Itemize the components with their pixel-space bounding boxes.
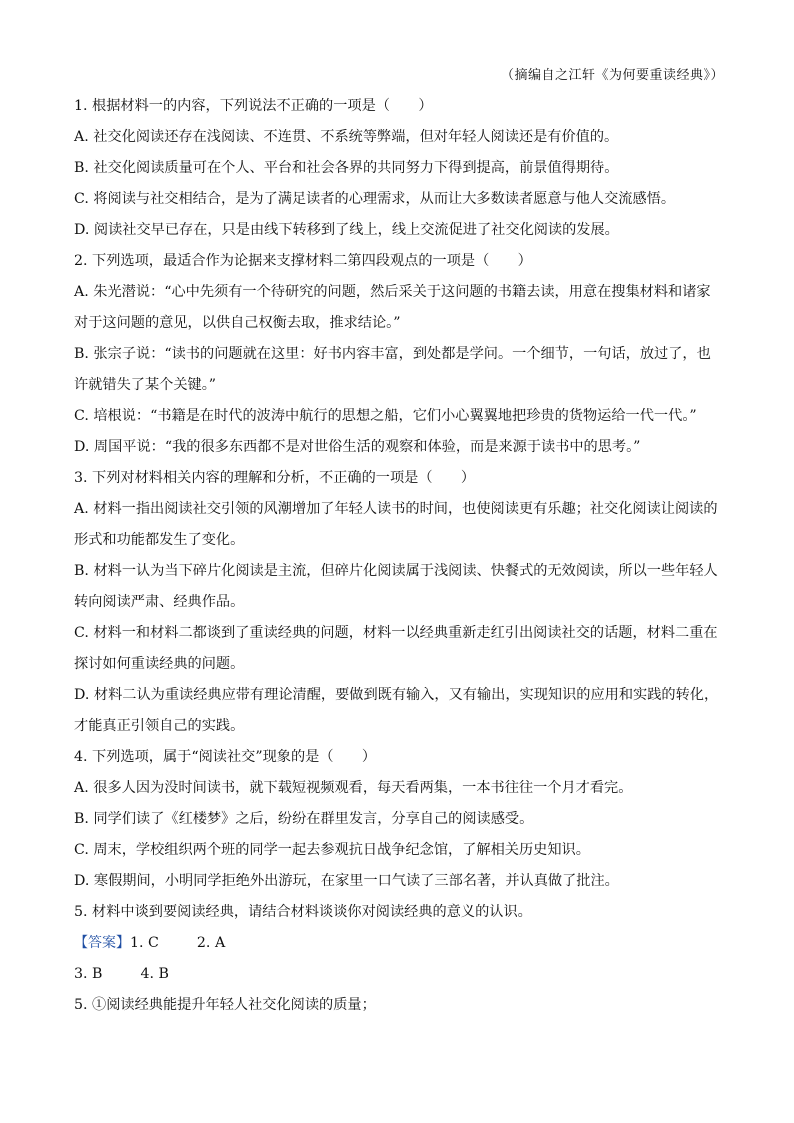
answer-3: 3. B [74, 966, 103, 982]
answer-4: 4. B [140, 966, 169, 982]
question-2-option-c: C. 培根说：“书籍是在时代的波涛中航行的思想之船，它们小心翼翼地把珍贵的货物运给一代一代。” [74, 408, 697, 424]
answer-row-2 [74, 964, 724, 995]
question-3-option-a-line-1: A. 材料一指出阅读社交引领的风潮增加了年轻人读书的时间，也使阅读更有乐趣；社交化阅读让阅读的 [74, 501, 718, 517]
question-2-option-d: D. 周国平说：“我的很多东西都不是对世俗生活的观察和体验，而是来源于读书中的思考。” [74, 439, 641, 455]
question-1-option-d: D. 阅读社交早已存在，只是由线下转移到了线上，线上交流促进了社交化阅读的发展。 [74, 222, 619, 238]
question-3-stem: 3. 下列对材料相关内容的理解和分析，不正确的一项是（ ） [74, 470, 476, 486]
question-4-stem: 4. 下列选项，属于“阅读社交”现象的是（ ） [74, 749, 377, 765]
question-3-option-b-line-2: 转向阅读严肃、经典作品。 [74, 594, 245, 610]
questions-content [74, 96, 724, 1026]
answer-2: 2. A [196, 935, 226, 951]
question-3-option-a-line-2: 形式和功能都发生了变化。 [74, 532, 245, 548]
answer-5: 5. ①阅读经典能提升年轻人社交化阅读的质量； [74, 997, 376, 1013]
question-3-option-d-line-1: D. 材料二认为重读经典应带有理论清醒，要做到既有输入，又有输出，实现知识的应用和实践的转化， [74, 687, 719, 703]
question-4-option-b: B. 同学们读了《红楼梦》之后，纷纷在群里发言，分享自己的阅读感受。 [74, 811, 534, 827]
question-2-option-a-line-2: 对于这问题的意见，以供自己权衡去取，推求结论。” [74, 315, 401, 331]
question-3-option-c-line-1: C. 材料一和材料二都谈到了重读经典的问题，材料一以经典重新走红引出阅读社交的话题，材料二重在 [74, 625, 718, 641]
question-2-option-b-line-2: 许就错失了某个关键。” [74, 377, 217, 393]
question-2-stem: 2. 下列选项，最适合作为论据来支撑材料二第四段观点的一项是（ ） [74, 253, 532, 269]
answer-1: 1. C [130, 935, 159, 951]
question-4-option-c: C. 周末，学校组织两个班的同学一起去参观抗日战争纪念馆，了解相关历史知识。 [74, 842, 590, 858]
question-4-option-d: D. 寒假期间，小明同学拒绝外出游玩，在家里一口气读了三部名著，并认真做了批注。 [74, 873, 619, 889]
question-1-option-a: A. 社交化阅读还存在浅阅读、不连贯、不系统等弊端，但对年轻人阅读还是有价值的。 [74, 129, 619, 145]
question-4-option-a: A. 很多人因为没时间读书，就下载短视频观看，每天看两集，一本书往往一个月才看完。 [74, 780, 633, 796]
answer-tag: 【答案】 [74, 935, 130, 951]
question-1-option-c: C. 将阅读与社交相结合，是为了满足读者的心理需求，从而让大多数读者愿意与他人交流感悟。 [74, 191, 676, 207]
source-citation: （摘编自之江轩《为何要重读经典》） [500, 68, 724, 83]
question-2-option-a-line-1: A. 朱光潜说：“心中先须有一个待研究的问题，然后采关于这问题的书籍去读，用意在搜集材料和诸家 [74, 284, 711, 300]
answer-row-1 [74, 933, 724, 964]
question-3-option-c-line-2: 探讨如何重读经典的问题。 [74, 656, 245, 672]
question-3-option-b-line-1: B. 材料一认为当下碎片化阅读是主流，但碎片化阅读属于浅阅读、快餐式的无效阅读，所以一些年轻人 [74, 563, 718, 579]
question-1-option-b: B. 社交化阅读质量可在个人、平台和社会各界的共同努力下得到提高，前景值得期待。 [74, 160, 619, 176]
question-2-option-b-line-1: B. 张宗子说：“读书的问题就在这里：好书内容丰富，到处都是学问。一个细节，一句话，放过了，也 [74, 346, 711, 362]
question-5-stem: 5. 材料中谈到要阅读经典，请结合材料谈谈你对阅读经典的意义的认识。 [74, 904, 532, 920]
question-1-stem: 1. 根据材料一的内容，下列说法不正确的一项是（ ） [74, 98, 433, 114]
question-3-option-d-line-2: 才能真正引领自己的实践。 [74, 718, 245, 734]
